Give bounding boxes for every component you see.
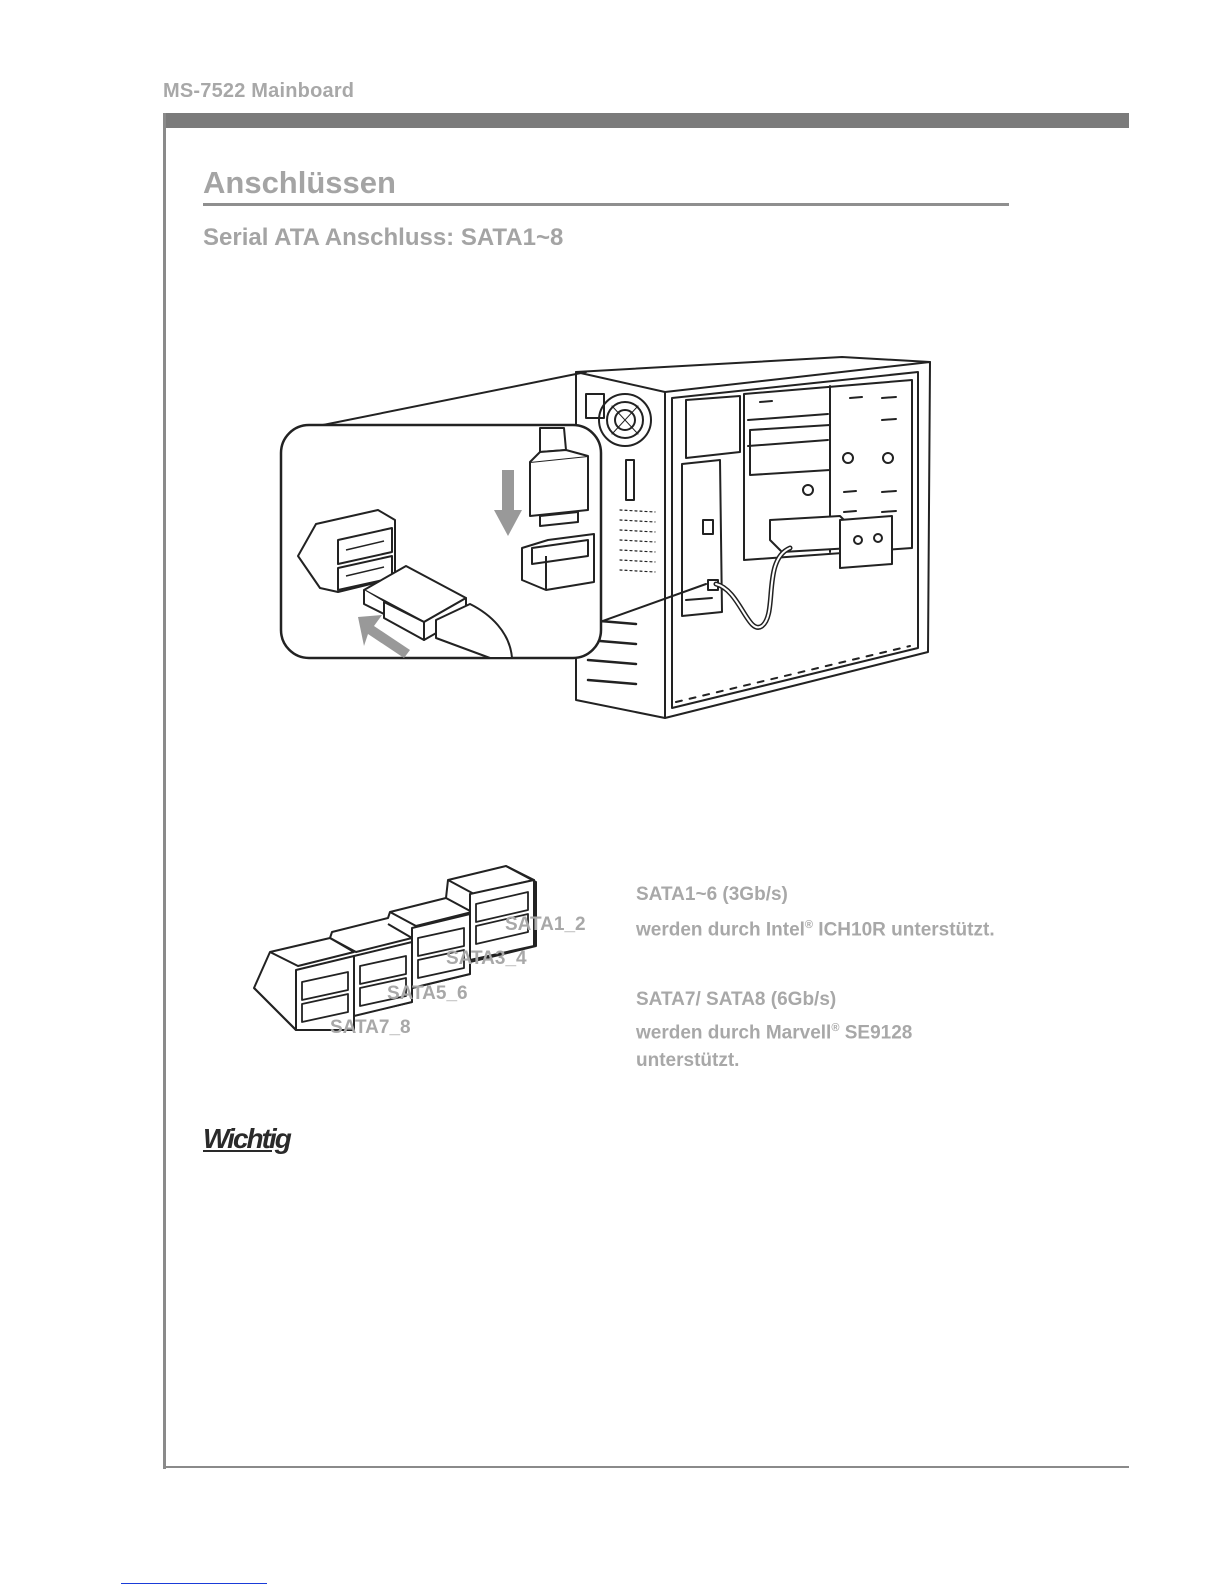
important-heading: Wichtig xyxy=(203,1123,290,1154)
section-title: Anschlüssen xyxy=(203,165,396,200)
label-sata5-6: SATA5_6 xyxy=(387,983,468,1004)
label-sata1-2: SATA1_2 xyxy=(505,914,586,935)
sata1-6-description: werden durch Intel® ICH10R unterstützt. xyxy=(636,919,995,941)
section-subtitle: Serial ATA Anschluss: SATA1~8 xyxy=(203,224,564,251)
sata7-8-heading: SATA7/ SATA8 (6Gb/s) xyxy=(636,989,837,1010)
footer-rule xyxy=(163,1466,1129,1468)
label-sata7-8: SATA7_8 xyxy=(330,1017,411,1038)
sata1-6-heading: SATA1~6 (3Gb/s) xyxy=(636,884,788,905)
sata7-8-description: werden durch Marvell® SE9128 unterstützt. xyxy=(636,1022,913,1072)
document-header: MS-7522 Mainboard xyxy=(163,80,355,102)
label-sata3-4: SATA3_4 xyxy=(446,948,527,969)
